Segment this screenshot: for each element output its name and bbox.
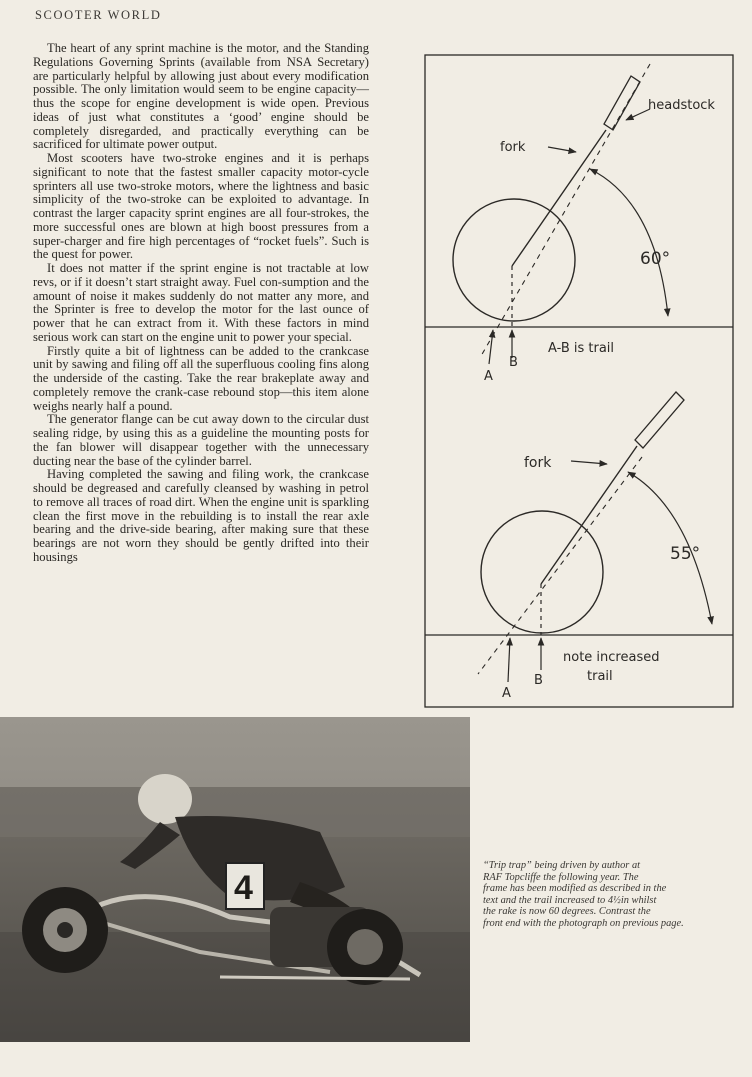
- caption-line: RAF Topcliffe the following year. The: [483, 871, 639, 883]
- running-head: SCOOTER WORLD: [35, 8, 162, 22]
- front-wheel-icon: [481, 511, 603, 633]
- point-a-label: A: [502, 686, 511, 701]
- note-label-line1: note increased: [563, 650, 660, 665]
- headstock-icon: [604, 76, 640, 130]
- angle-arc: [590, 169, 671, 316]
- front-wheel-icon: [453, 199, 575, 321]
- rider-helmet: [138, 774, 192, 824]
- caption-line: front end with the photograph on previous page.: [483, 917, 684, 929]
- fork-label: fork: [524, 455, 552, 471]
- steering-axis-dashed: [481, 64, 650, 356]
- race-photo: [0, 717, 470, 1042]
- caption-line: the rake is now 60 degrees. Contrast the: [483, 906, 651, 918]
- fork-line: [512, 130, 606, 266]
- diagram-frame: [425, 55, 733, 707]
- angle-label-55: 55°: [670, 544, 701, 564]
- article-paragraph: It does not matter if the sprint engine is not tractable at low revs, or if it doesn’t start straight away. Fuel con-sumption and the amount of noise it makes suddenly do not matter any more, and the Sprinter is free to develop the motor for the last ounce of power that he can extract from it. With these factors in mind serious work can start on the engine unit to power your special.: [33, 261, 369, 344]
- article-body: [33, 42, 369, 565]
- point-b-label: B: [534, 673, 543, 688]
- caption-line: frame has been modified as described in the: [483, 883, 667, 895]
- point-b-label: B: [509, 355, 518, 370]
- angle-label-60: 60°: [640, 249, 671, 269]
- fork-line: [541, 446, 637, 584]
- rake-trail-diagram: [424, 54, 734, 708]
- race-number: 4: [234, 869, 253, 907]
- fork-label: fork: [500, 140, 526, 155]
- caption-line: text and the trail increased to 4½in whilst: [483, 894, 657, 906]
- trail-label: A-B is trail: [548, 341, 615, 356]
- article-paragraph: The heart of any sprint machine is the motor, and the Standing Regulations Governing Sprints (available from NSA Secretary) are particularly helpful by allowing just about every modification possible. The only limitation would seem to be engine capacity—thus the scope for engine development is wide open. Previous ideas of just what constitutes a ‘good’ engine should be completely disregarded, and practically everything can be sacrificed for ultimate power output.: [33, 41, 369, 152]
- photo-caption: [483, 860, 743, 930]
- article-paragraph: Having completed the sawing and filing work, the crankcase should be degreased and carefully cleansed by washing in petrol to remove all traces of road dirt. When the engine unit is sparkling clean the first move in the rebuilding is to install the rear axle bearing and the drive-side bearing, after making sure that these bearings are not worn they should be gently drifted into their housings: [33, 467, 369, 564]
- article-paragraph: The generator flange can be cut away down to the circular dust sealing ridge, by using this as a guideline the mounting posts for the fan blower will disappear together with the unnecessary ducting near the base of the cylinder barrel.: [33, 412, 369, 468]
- diagram-60-degree: [453, 64, 715, 384]
- diagram-55-degree: [478, 392, 712, 701]
- article-paragraph: Most scooters have two-stroke engines and it is perhaps significant to note that the fastest smaller capacity motor-cycle sprinters all use two-stroke motors, where the lightness and basic simplicity of the two-stroke can be exploited to advantage. In contrast the larger capacity sprint engines are all four-strokes, the more successful ones are blown at high boost pressures from a super-charger and fire high percentages of “rocket fuels”. Such is the quest for power.: [33, 151, 369, 262]
- article-paragraph: Firstly quite a bit of lightness can be added to the crankcase unit by sawing and filing off all the superfluous cooling fins along the underside of the casting. Take the rear brakeplate away and completely remove the crank-case rebound stop—this item alone weighs nearly half a pound.: [33, 343, 369, 413]
- headstock-label: headstock: [648, 98, 715, 113]
- note-label-line2: trail: [587, 669, 613, 684]
- point-a-label: A: [484, 369, 493, 384]
- headstock-icon: [635, 392, 684, 448]
- steering-axis-dashed: [478, 457, 642, 674]
- caption-line: “Trip trap” being driven by author at: [483, 860, 641, 871]
